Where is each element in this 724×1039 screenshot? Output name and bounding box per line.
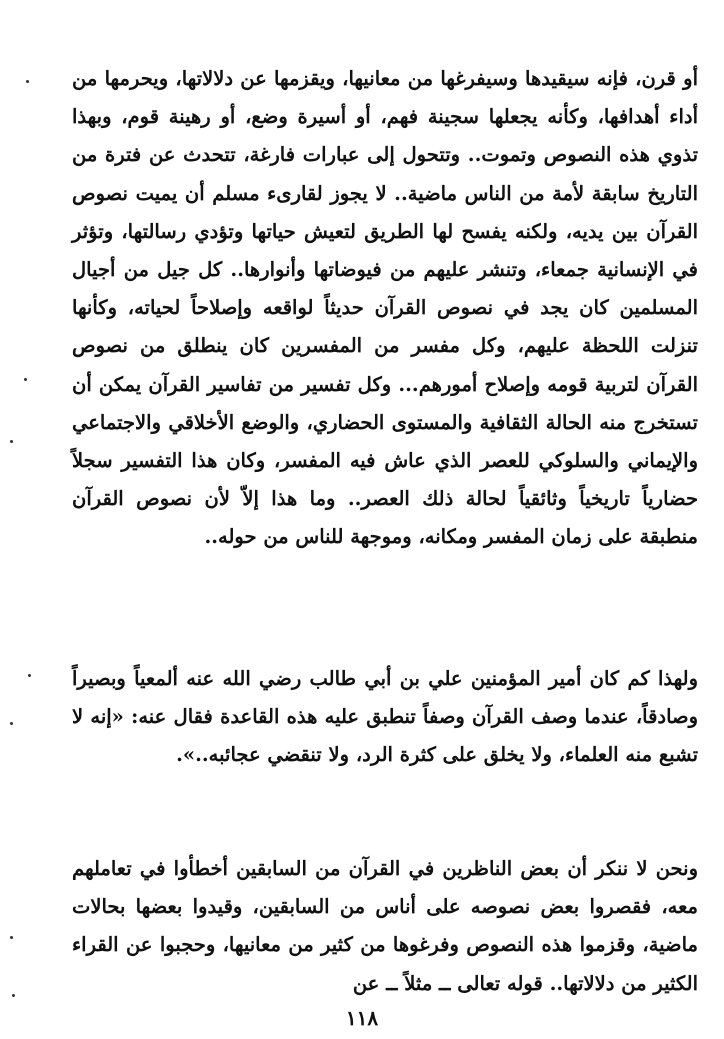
scan-speck xyxy=(10,722,13,725)
scan-speck xyxy=(24,378,27,381)
scan-speck xyxy=(28,674,31,677)
paragraph-2: ولهذا كم كان أمير المؤمنين علي بن أبي طالب رضي الله عنه ألمعياً وبصيراً وصادقاً، عندما وصف القرآن وصفاً تنطبق عليه هذه القاعدة فقال عنه: «إنه لا تشبع منه العلماء، ولا يخلق على كثرة الرد، ولا تنقضي عجائبه..». xyxy=(72,667,698,767)
paragraph-3: ونحن لا ننكر أن بعض الناظرين في القرآن من السابقين أخطأوا في تعاملهم معه، فقصروا بعض نصوصه على أناس من السابقين، وقيدوا بعضها بحالات ماضية، وقزموا هذه النصوص وفرغوها من كثير من معانيها، وحجبوا عن القراء الكثير من دلالاتها.. قوله تعالى ــ مثلاً ــ عن xyxy=(72,857,698,995)
paragraph-1: أو قرن، فإنه سيقيدها وسيفرغها من معانيها، ويقزمها عن دلالاتها، ويحرمها من أداء أهدافها، وكأنه يجعلها سجينة فهم، أو أسيرة وضع، أو رهينة قوم، وبهذا تذوي هذه النصوص وتموت.. وتتحول إلى عبارات فارغة، تتحدث عن فترة من التاريخ سابقة لأمة من الناس ماضية.. لا يجوز لقارىء مسلم أن يميت نصوص القرآن بين يديه، ولكنه يفسح لها الطريق لتعيش حياتها وتؤدي رسالتها، وتؤثر في الإنسانية جمعاء، وتنشر عليهم من فيوضاتها وأنوارها.. كل جيل من أجيال المسلمين كان يجد في نصوص القرآن حديثاً لواقعه وإصلاحاً لحياته، وكأنها تنزلت اللحظة عليهم، وكل مفسر من المفسرين كان ينطلق من نصوص القرآن لتربية قومه وإصلاح أمورهم... وكل تفسير من تفاسير القرآن يمكن أن تستخرج منه الحالة الثقافية والمستوى الحضاري، والوضع الأخلاقي والاجتماعي والإيماني والسلوكي للعصر الذي عاش فيه المفسر، وكان هذا التفسير سجلاً حضارياً تاريخياً وثائقياً لحالة ذلك العصر.. وما هذا إلاّ لأن نصوص القرآن منطبقة على زمان المفسر ومكانه، وموجهة للناس من حوله.. xyxy=(72,67,698,549)
page-number: ١١٨ xyxy=(345,1006,379,1030)
scan-speck xyxy=(12,994,15,997)
scan-speck xyxy=(10,440,13,443)
scan-speck xyxy=(10,936,13,939)
scan-speck xyxy=(26,80,29,83)
